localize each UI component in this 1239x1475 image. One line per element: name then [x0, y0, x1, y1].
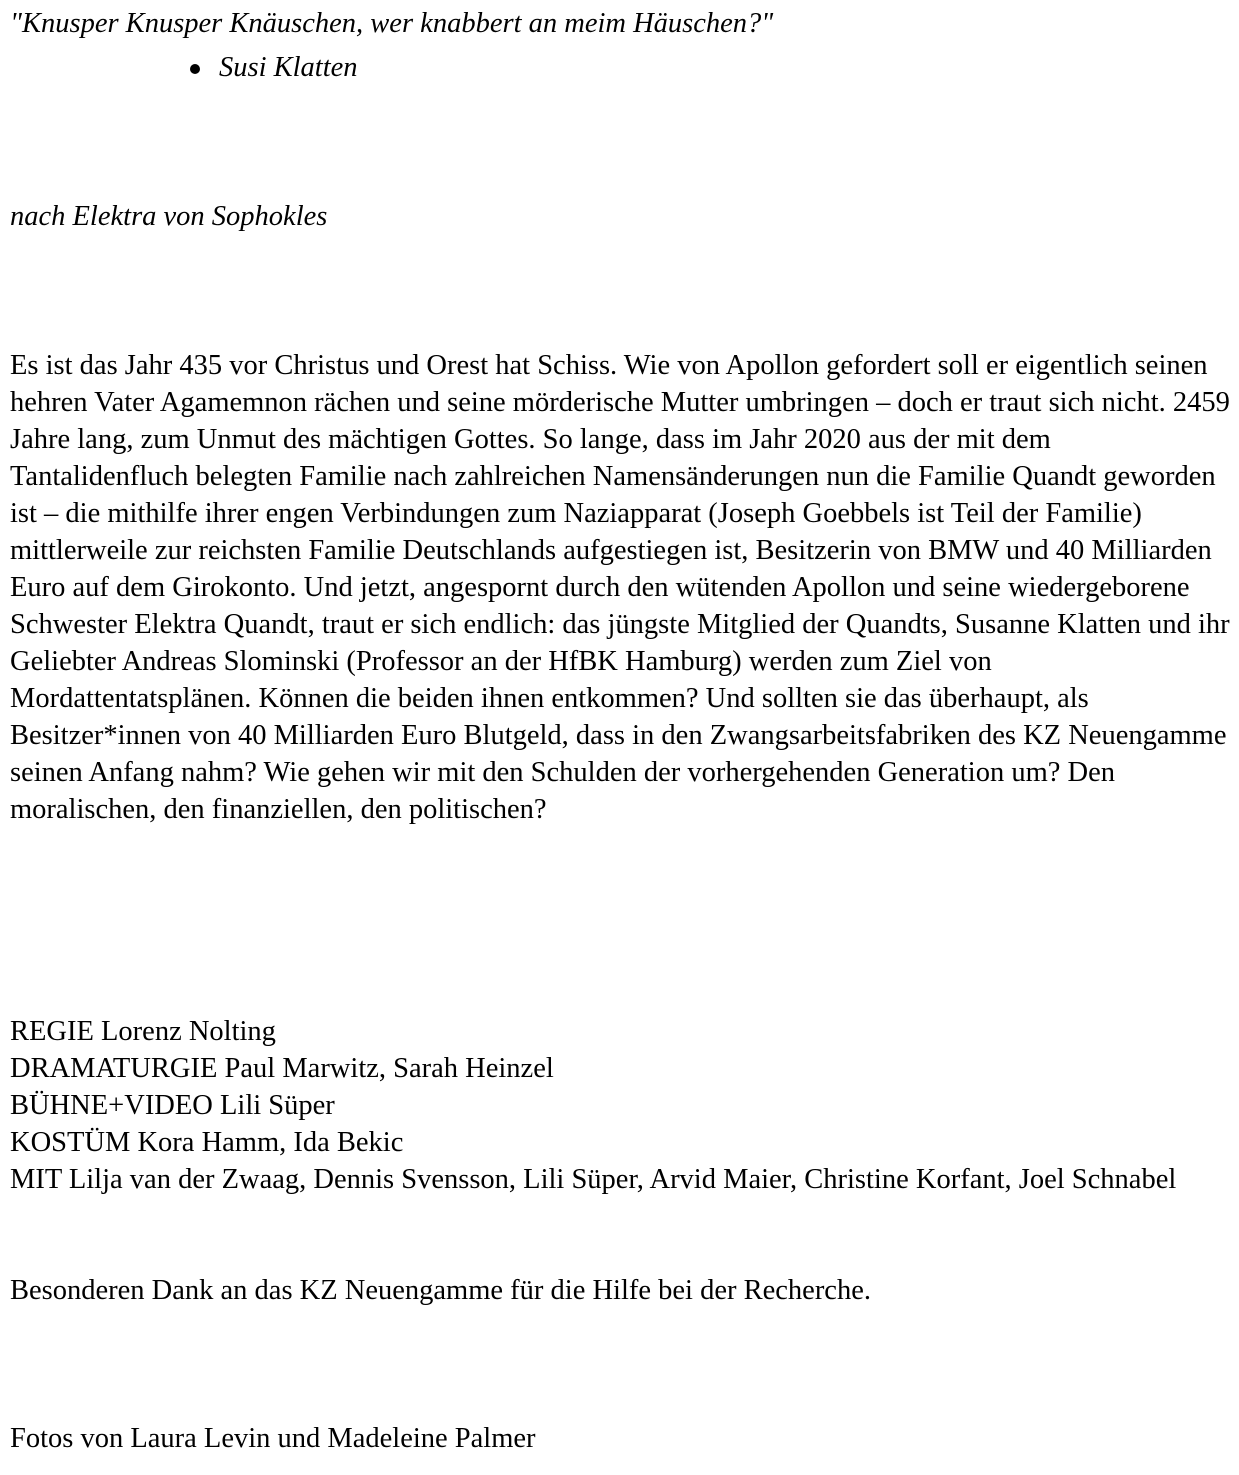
- credits-list: [10, 1013, 1230, 1198]
- acknowledgement: Besonderen Dank an das KZ Neuengamme für die Hilfe bei der Recherche.: [10, 1275, 871, 1306]
- credit-kostuem: KOSTÜM Kora Hamm, Ida Bekic: [10, 1127, 404, 1158]
- credit-cast: MIT Lilja van der Zwaag, Dennis Svensson, Lili Süper, Arvid Maier, Christine Korfant, Joel Schnabel: [10, 1164, 1177, 1195]
- subtitle: nach Elektra von Sophokles: [10, 201, 328, 232]
- credit-buehne-video: BÜHNE+VIDEO Lili Süper: [10, 1090, 335, 1121]
- credit-dramaturgie: DRAMATURGIE Paul Marwitz, Sarah Heinzel: [10, 1053, 554, 1084]
- attribution-name: Susi Klatten: [219, 52, 358, 83]
- credit-regie: REGIE Lorenz Nolting: [10, 1016, 276, 1047]
- epigraph-attribution: [190, 49, 1239, 86]
- bullet-icon: [190, 64, 200, 74]
- synopsis-paragraph: Es ist das Jahr 435 vor Christus und Orest hat Schiss. Wie von Apollon gefordert soll er eigentlich seinen hehren Vater Agamemnon rächen und seine mörderische Mutter umbringen – doch er traut sich nicht. 2459 Jahre lang, zum Unmut des mächtigen Gottes. So lange, dass im Jahr 2020 aus der mit dem Tantalidenfluch belegten Familie nach zahlreichen Namensänderungen nun die Familie Quandt geworden ist – die mithilfe ihrer engen Verbindungen zum Naziapparat (Joseph Goebbels ist Teil der Familie) mittlerweile zur reichsten Familie Deutschlands aufgestiegen ist, Besitzerin von BMW und 40 Milliarden Euro auf dem Girokonto. Und jetzt, angespornt durch den wütenden Apollon und seine wiedergeborene Schwester Elektra Quandt, traut er sich endlich: das jüngste Mitglied der Quandts, Susanne Klatten und ihr Geliebter Andreas Slominski (Professor an der HfBK Hamburg) werden zum Ziel von Mordattentatsplänen. Können die beiden ihnen entkommen? Und sollten sie das überhaupt, als Besitzer*innen von 40 Milliarden Euro Blutgeld, dass in den Zwangsarbeitsfabriken des KZ Neuengamme seinen Anfang nahm? Wie gehen wir mit den Schulden der vorhergehenden Generation um? Den moralischen, den finanziellen, den politischen?: [10, 350, 1230, 825]
- photo-credit: Fotos von Laura Levin und Madeleine Palmer: [10, 1423, 536, 1454]
- epigraph-quote: "Knusper Knusper Knäuschen, wer knabbert an meim Häuschen?": [10, 8, 774, 39]
